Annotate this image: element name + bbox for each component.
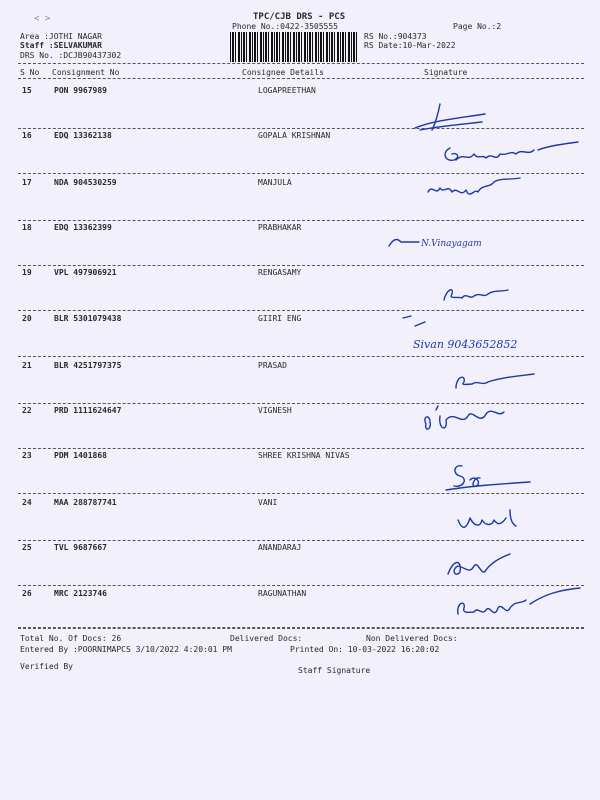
- column-header-signature: Signature: [424, 68, 468, 77]
- column-header-consignee: Consignee Details: [242, 68, 324, 77]
- signature-row-24: [450, 502, 530, 536]
- rs-date: RS Date:10-Mar-2022: [364, 41, 456, 50]
- verified-by: Verified By: [20, 662, 73, 671]
- row-consignee: SHREE KRISHNA NIVAS: [258, 451, 350, 460]
- rs-number: RS No.:904373: [364, 32, 427, 41]
- row-consignee: PRABHAKAR: [258, 223, 302, 232]
- signature-row-25: [440, 550, 540, 584]
- row-sno: 23: [22, 451, 32, 460]
- phone-number: Phone No.:0422-3505555: [232, 22, 338, 31]
- row-sno: 18: [22, 223, 32, 232]
- header-divider: [18, 63, 584, 64]
- row-divider: [18, 265, 584, 266]
- signature-row-15: [410, 100, 490, 140]
- row-consignee: PRASAD: [258, 361, 287, 370]
- row-sno: 25: [22, 543, 32, 552]
- row-sno: 24: [22, 498, 32, 507]
- area-field: Area :JOTHI NAGAR: [20, 32, 102, 41]
- handwritten-name: N.Vinayagam: [421, 239, 482, 249]
- signature-row-18: [385, 228, 515, 258]
- row-divider: [18, 128, 584, 129]
- row-consignee: RAGUNATHAN: [258, 589, 307, 598]
- row-consignment: TVL 9687667: [54, 543, 107, 552]
- total-docs: Total No. Of Docs: 26: [20, 634, 122, 643]
- row-consignment: PDM 1401868: [54, 451, 107, 460]
- row-consignment: EDQ 13362399: [54, 223, 112, 232]
- row-consignment: MAA 288787741: [54, 498, 117, 507]
- row-consignee: VANI: [258, 498, 278, 507]
- row-sno: 22: [22, 406, 32, 415]
- drs-number: DRS No. :DCJB90437302: [20, 51, 122, 60]
- column-header-consignment: Consignment No: [52, 68, 120, 77]
- row-divider: [18, 540, 584, 541]
- signature-row-20: [395, 312, 600, 362]
- row-consignee: LOGAPREETHAN: [258, 86, 316, 95]
- row-consignee: VIGNESH: [258, 406, 292, 415]
- column-header-divider: [18, 78, 584, 79]
- row-consignee: ANANDARAJ: [258, 543, 302, 552]
- table-row: [0, 86, 600, 132]
- row-consignment: MRC 2123746: [54, 589, 107, 598]
- page-number: Page No.:2: [453, 22, 502, 31]
- non-delivered-docs: Non Delivered Docs:: [366, 634, 458, 643]
- staff-field: Staff :SELVAKUMAR: [20, 41, 102, 50]
- signature-row-21: [448, 368, 538, 396]
- row-divider: [18, 448, 584, 449]
- signature-row-17: [420, 170, 540, 205]
- row-consignment: PRD 1111624647: [54, 406, 122, 415]
- row-consignee: GOPALA KRISHNAN: [258, 131, 331, 140]
- row-consignment: PON 9967989: [54, 86, 107, 95]
- row-consignment: VPL 497906921: [54, 268, 117, 277]
- row-consignment: EDQ 13362138: [54, 131, 112, 140]
- row-consignment: BLR 5301079438: [54, 314, 122, 323]
- row-sno: 26: [22, 589, 32, 598]
- document-title: TPC/CJB DRS - PCS: [253, 12, 346, 22]
- row-sno: 16: [22, 131, 32, 140]
- row-consignee: GIIRI ENG: [258, 314, 302, 323]
- row-sno: 20: [22, 314, 32, 323]
- staff-signature-label: Staff Signature: [298, 666, 371, 675]
- delivered-docs: Delivered Docs:: [230, 634, 303, 643]
- handwritten-note: Sivan 9043652852: [413, 338, 518, 351]
- signature-row-23: [440, 456, 540, 496]
- row-sno: 21: [22, 361, 32, 370]
- row-divider: [18, 220, 584, 221]
- row-sno: 17: [22, 178, 32, 187]
- row-sno: 15: [22, 86, 32, 95]
- corner-marks: < >: [34, 14, 51, 24]
- row-consignee: RENGASAMY: [258, 268, 302, 277]
- row-consignee: MANJULA: [258, 178, 292, 187]
- entered-by: Entered By :POORNIMAPCS 3/10/2022 4:20:01 PM: [20, 645, 232, 654]
- signature-row-26: [450, 586, 585, 628]
- signature-row-22: [418, 396, 528, 446]
- signature-row-19: [438, 278, 528, 308]
- barcode: [230, 32, 358, 62]
- row-consignment: NDA 904530259: [54, 178, 117, 187]
- footer-divider: [18, 628, 584, 629]
- printed-on: Printed On: 10-03-2022 16:20:02: [290, 645, 440, 654]
- row-sno: 19: [22, 268, 32, 277]
- column-header-sno: S No: [20, 68, 40, 77]
- row-consignment: BLR 4251797375: [54, 361, 122, 370]
- row-divider: [18, 310, 584, 311]
